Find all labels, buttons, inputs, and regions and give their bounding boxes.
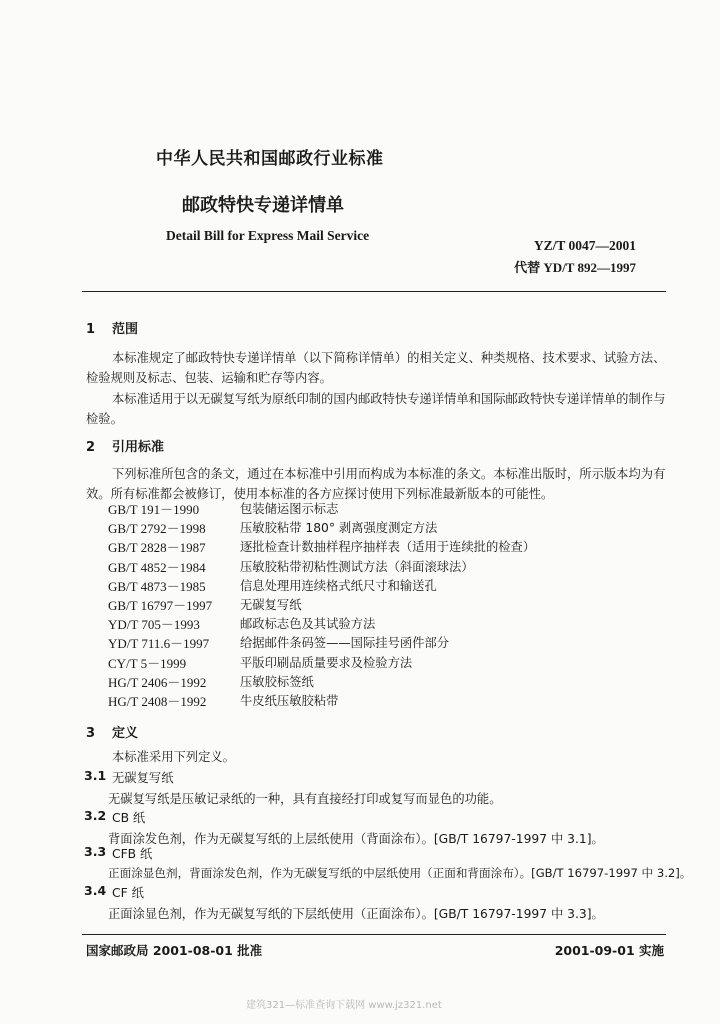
reference-title: 给据邮件条码签——国际挂号函件部分 bbox=[240, 636, 450, 651]
reference-title: 包装储运图示标志 bbox=[240, 502, 339, 516]
document-title: 邮政特快专递详情单 bbox=[182, 195, 344, 216]
reference-code: GB/T 2828－1987 bbox=[108, 540, 206, 556]
issuing-body-title: 中华人民共和国邮政行业标准 bbox=[156, 149, 384, 169]
header-divider bbox=[82, 291, 666, 292]
section-1-heading bbox=[86, 318, 138, 337]
section-3-intro: 本标准采用下列定义。 bbox=[112, 750, 235, 764]
section-number: 2 bbox=[86, 440, 96, 455]
standard-number: YZ/T 0047—2001 bbox=[533, 238, 636, 253]
reference-title: 牛皮纸压敏胶粘带 bbox=[240, 693, 339, 708]
reference-row bbox=[108, 519, 535, 538]
section-2-intro: 下列标准所包含的条文，通过在本标准中引用而构成为本标准的条文。本标准出版时，所示版本均为有效。所有标准都会被修订，使用本标准的各方应探讨使用下列标准最新版本的可能性。 bbox=[86, 467, 666, 501]
clause-number: 3.1 bbox=[84, 768, 107, 783]
reference-code: YD/T 711.6－1997 bbox=[108, 636, 210, 652]
section-3-heading bbox=[86, 722, 138, 741]
approval-line: 国家邮政局 2001-08-01 批准 bbox=[86, 943, 263, 958]
section-1-paragraph-2: 本标准适用于以无碳复写纸为原纸印制的国内邮政特快专递详情单和国际邮政特快专递详情单的制作与检验。 bbox=[86, 392, 666, 426]
normative-references-list bbox=[108, 500, 535, 711]
reference-code: GB/T 16797－1997 bbox=[108, 597, 213, 613]
reference-code: GB/T 4873－1985 bbox=[108, 578, 206, 594]
reference-title: 压敏胶粘带初粘性测试方法（斜面滚球法） bbox=[240, 559, 474, 574]
reference-row bbox=[108, 654, 535, 673]
section-2-heading bbox=[86, 436, 164, 455]
watermark: 建筑321—标准查询下载网 www.jz321.net bbox=[246, 1000, 442, 1011]
effective-date: 2001-09-01 实施 bbox=[554, 943, 664, 958]
reference-row bbox=[108, 596, 535, 615]
reference-row bbox=[108, 538, 535, 557]
clause-term: CB 纸 bbox=[112, 811, 146, 825]
clause-definition: 无碳复写纸是压敏记录纸的一种，具有直接经打印或复写而显色的功能。 bbox=[108, 792, 502, 806]
clause-definition: 背面涂发色剂，作为无碳复写纸的上层纸使用（背面涂布）。[GB/T 16797-1997 中 3.1]。 bbox=[108, 832, 604, 846]
clause-number: 3.2 bbox=[84, 808, 107, 823]
reference-code: GB/T 2792－1998 bbox=[108, 521, 206, 537]
clause-definition: 正面涂显色剂，作为无碳复写纸的下层纸使用（正面涂布）。[GB/T 16797-1997 中 3.3]。 bbox=[108, 907, 604, 921]
reference-row bbox=[108, 615, 535, 634]
reference-code: YD/T 705－1993 bbox=[108, 617, 200, 633]
reference-code: GB/T 4852－1984 bbox=[108, 559, 206, 575]
document-title-english: Detail Bill for Express Mail Service bbox=[166, 228, 370, 243]
section-title: 定义 bbox=[112, 726, 139, 741]
clause-term: CF 纸 bbox=[112, 886, 144, 900]
reference-title: 平版印刷品质量要求及检验方法 bbox=[240, 655, 413, 670]
section-number: 1 bbox=[86, 322, 96, 337]
reference-row bbox=[108, 673, 535, 692]
reference-code: HG/T 2406－1992 bbox=[108, 674, 207, 690]
reference-title: 逐批检查计数抽样程序抽样表（适用于连续批的检查） bbox=[240, 540, 536, 555]
section-number: 3 bbox=[86, 726, 96, 741]
clause-number: 3.3 bbox=[84, 844, 107, 859]
reference-code: CY/T 5－1999 bbox=[108, 655, 187, 671]
reference-row bbox=[108, 692, 535, 711]
clause-term: 无碳复写纸 bbox=[112, 771, 174, 785]
reference-code: GB/T 191－1990 bbox=[108, 502, 200, 517]
reference-title: 邮政标志色及其试验方法 bbox=[240, 617, 376, 632]
reference-title: 压敏胶标签纸 bbox=[240, 674, 314, 689]
replaces-standard: 代替 YD/T 892—1997 bbox=[514, 260, 636, 275]
reference-row bbox=[108, 634, 535, 653]
reference-row bbox=[108, 500, 535, 519]
reference-title: 压敏胶粘带 180° 剥离强度测定方法 bbox=[240, 521, 438, 536]
clause-term: CFB 纸 bbox=[112, 847, 153, 861]
reference-code: HG/T 2408－1992 bbox=[108, 693, 207, 709]
section-title: 引用标准 bbox=[112, 440, 165, 455]
clause-number: 3.4 bbox=[84, 883, 107, 898]
section-title: 范围 bbox=[112, 322, 139, 337]
reference-row bbox=[108, 558, 535, 577]
reference-title: 无碳复写纸 bbox=[240, 597, 302, 612]
reference-row bbox=[108, 577, 535, 596]
clause-definition: 正面涂显色剂，背面涂发色剂，作为无碳复写纸的中层纸使用（正面和背面涂布）。[GB/T 16797-1997 中 3.2]。 bbox=[108, 866, 692, 880]
section-1-paragraph-1: 本标准规定了邮政特快专递详情单（以下简称详情单）的相关定义、种类规格、技术要求、试验方法、检验规则及标志、包装、运输和贮存等内容。 bbox=[86, 351, 666, 385]
footer-divider bbox=[82, 934, 666, 935]
reference-title: 信息处理用连续格式纸尺寸和输送孔 bbox=[240, 578, 437, 593]
